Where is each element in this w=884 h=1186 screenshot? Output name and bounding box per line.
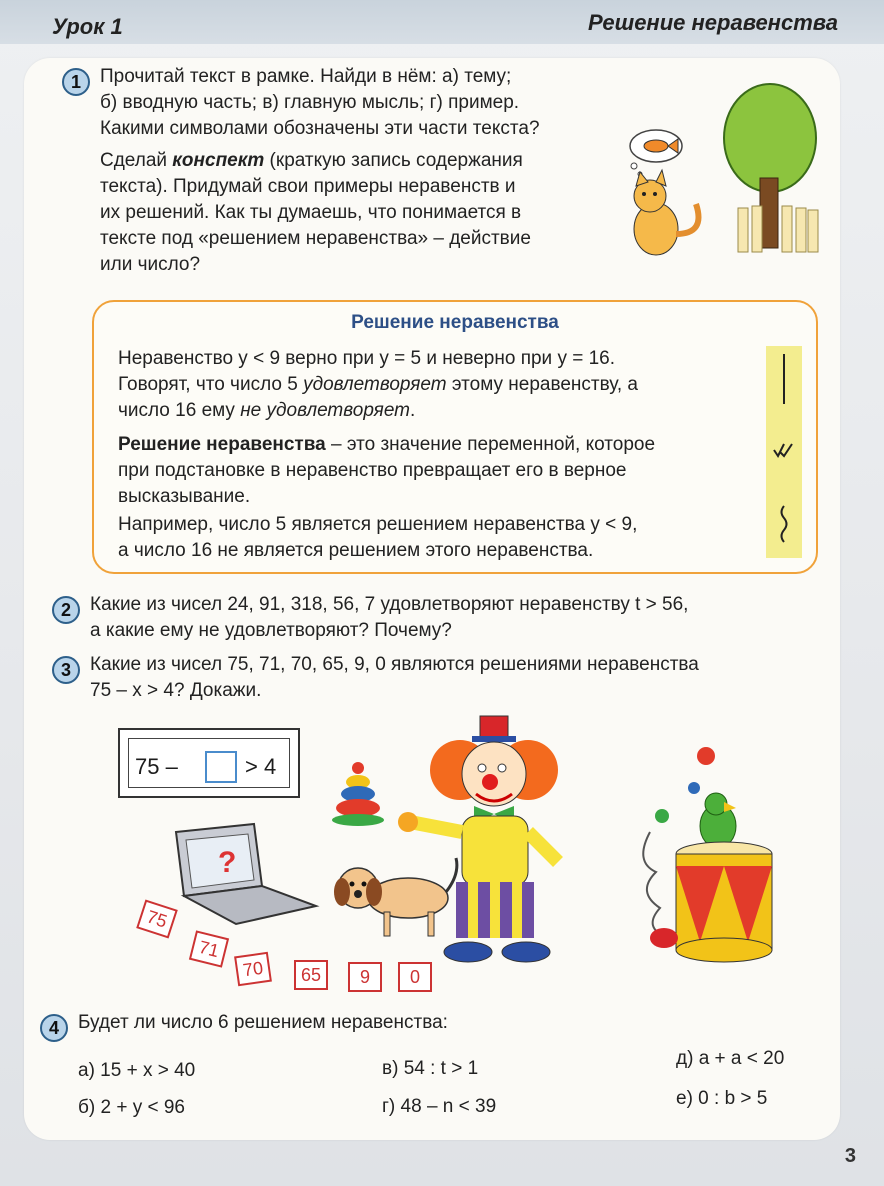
inequality-card-frame <box>128 738 290 788</box>
rule-line <box>118 398 415 425</box>
rule-example-line: Например, число 5 является решением неравенства y < 9, <box>118 514 638 535</box>
task-number-badge: 1 <box>62 68 90 96</box>
rule-title: Решение неравенства <box>351 312 559 333</box>
text-run: (краткую запись содержания <box>264 150 523 171</box>
term-konspekt: конспект <box>172 150 265 171</box>
task-number-badge: 4 <box>40 1014 68 1042</box>
task1-paragraph-line: их решений. Как ты думаешь, что понимается в <box>100 202 522 223</box>
text-run: число 16 ему <box>118 400 241 421</box>
definition-term: Решение неравенства <box>118 434 326 455</box>
page-number: 3 <box>844 1145 856 1167</box>
inequality-right: > 4 <box>245 754 277 779</box>
exercise-item: б) 2 + y < 96 <box>78 1097 185 1118</box>
inequality-card <box>118 728 300 798</box>
rule-definition-line <box>118 432 655 459</box>
task1-paragraph-line: текста). Придумай свои примеры неравенств и <box>100 176 516 197</box>
rule-example-line: а число 16 не является решением этого неравенства. <box>118 540 594 561</box>
task4-line: Будет ли число 6 решением неравенства: <box>78 1012 448 1033</box>
text-run: – это значение переменной, которое <box>325 434 656 455</box>
pyramid-toy-icon <box>328 760 388 826</box>
task1-line: Прочитай текст в рамке. Найди в нём: а) тему; <box>100 66 512 87</box>
topic-title: Решение неравенства <box>588 10 838 35</box>
task1-line: Какими символами обозначены эти части текста? <box>100 118 540 139</box>
task2-line: Какие из чисел 24, 91, 318, 56, 7 удовлетворяют неравенству t > 56, <box>90 594 689 615</box>
blank-square <box>205 751 237 783</box>
drum-icon <box>620 742 790 980</box>
exercise-item: в) 54 : t > 1 <box>382 1058 479 1079</box>
number-card: 71 <box>189 930 229 967</box>
task1-line: б) вводную часть; в) главную мысль; г) пример. <box>100 92 520 113</box>
term-satisfies: удовлетворяет <box>303 374 447 395</box>
exercise-item: д) a + a < 20 <box>676 1048 785 1069</box>
laptop-icon <box>166 822 326 932</box>
task1-paragraph-line <box>100 148 523 175</box>
check-icon <box>774 444 792 456</box>
cat-icon <box>616 124 716 264</box>
clown-icon <box>398 712 620 980</box>
text-run: Сделай <box>100 150 173 171</box>
number-card: 70 <box>234 952 272 986</box>
rule-definition-line: высказывание. <box>118 486 251 507</box>
task3-line: 75 – x > 4? Докажи. <box>90 680 262 701</box>
task1-paragraph-line: или число? <box>100 254 201 275</box>
task3-line: Какие из чисел 75, 71, 70, 65, 9, 0 являются решениями неравенства <box>90 654 699 675</box>
task-number-badge: 2 <box>52 596 80 624</box>
task-number-badge: 3 <box>52 656 80 684</box>
svg-text:?: ? <box>218 846 237 879</box>
number-card: 0 <box>398 962 432 992</box>
rule-definition-line: при подстановке в неравенство превращает его в верное <box>118 460 627 481</box>
number-card: 9 <box>348 962 382 992</box>
number-card: 75 <box>136 899 178 938</box>
margin-symbols <box>766 346 802 558</box>
inequality-left: 75 – <box>135 754 178 779</box>
exercise-item: г) 48 – n < 39 <box>382 1096 497 1117</box>
exercise-item: е) 0 : b > 5 <box>676 1088 768 1109</box>
term-not-satisfies: не удовлетворяет <box>240 400 411 421</box>
text-run: . <box>410 400 416 421</box>
wavy-line-icon <box>782 506 787 542</box>
rule-line: Неравенство y < 9 верно при y = 5 и неверно при y = 16. <box>118 348 616 369</box>
text-run: Говорят, что число 5 <box>118 374 304 395</box>
exercise-item: а) 15 + x > 40 <box>78 1060 196 1081</box>
task2-line: а какие ему не удовлетворяют? Почему? <box>90 620 452 641</box>
rule-line <box>118 372 638 399</box>
task1-paragraph-line: тексте под «решением неравенства» – действие <box>100 228 531 249</box>
tree-icon <box>718 78 822 258</box>
number-card: 65 <box>294 960 328 990</box>
lesson-label: Урок 1 <box>52 14 123 39</box>
text-run: этому неравенству, а <box>446 374 638 395</box>
